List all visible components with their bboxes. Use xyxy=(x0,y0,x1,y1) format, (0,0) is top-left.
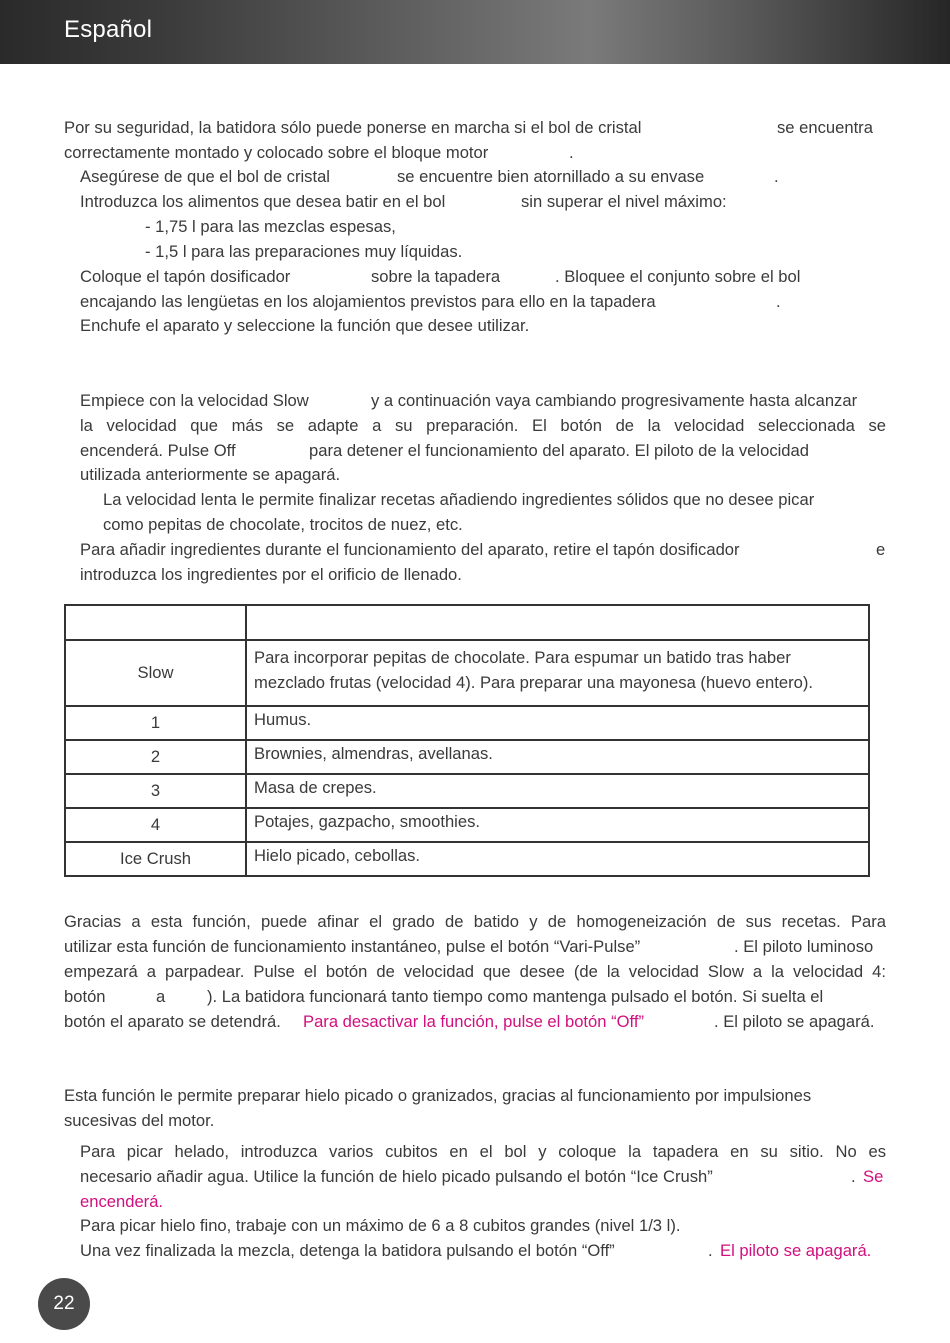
table-row xyxy=(65,774,869,808)
pulse-line-4c: ). La batidora funcionará tanto tiempo como mantenga pulsado el botón. Si suelta el xyxy=(207,987,824,1006)
speed-p1-line-1a: Empiece con la velocidad Slow xyxy=(80,391,309,410)
use-cell-line-1: Para incorporar pepitas de chocolate. Para espumar un batido tras haber xyxy=(254,648,791,667)
speed-p1-line-1b: y a continuación vaya cambiando progresivamente hasta alcanzar xyxy=(371,391,858,410)
header-band xyxy=(0,0,950,64)
step-2b: sin superar el nivel máximo: xyxy=(521,192,727,211)
step-3-line-2a: encajando las lengüetas en los alojamientos previstos para ello en la tapadera xyxy=(80,292,656,311)
intro-line-2b: . xyxy=(569,143,574,162)
speed-table xyxy=(64,604,870,877)
step-3-line-1b: sobre la tapadera xyxy=(371,267,501,286)
pulse-line-5-highlight: Para desactivar la función, pulse el botón “Off” xyxy=(303,1012,644,1031)
pulse-line-5a: botón el aparato se detendrá. xyxy=(64,1012,281,1031)
use-cell-line-2: mezclado frutas (velocidad 4). Para preparar una mayonesa (huevo entero). xyxy=(254,673,813,692)
speed-cell: 1 xyxy=(65,706,246,740)
table-header-use xyxy=(246,605,869,640)
ice-bullet-1-line-2a: necesario añadir agua. Utilice la función de hielo picado pulsando el botón “Ice Crush” xyxy=(80,1167,713,1186)
table-row xyxy=(65,740,869,774)
use-cell xyxy=(246,640,869,706)
use-cell: Humus. xyxy=(246,706,869,740)
ice-bullet-1-line-2b: . xyxy=(851,1167,856,1186)
language-title: Español xyxy=(64,16,153,43)
step-1b: se encuentre bien atornillado a su envase xyxy=(397,167,705,186)
table-row xyxy=(65,706,869,740)
step-3-line-1a: Coloque el tapón dosificador xyxy=(80,267,291,286)
ice-bullet-1-line-3-highlight: encenderá. xyxy=(80,1192,164,1211)
step-2a: Introduzca los alimentos que desea batir en el bol xyxy=(80,192,446,211)
speed-cell: Ice Crush xyxy=(65,842,246,876)
ice-bullet-3a: Una vez finalizada la mezcla, detenga la batidora pulsando el botón “Off” xyxy=(80,1241,615,1260)
ice-bullet-2: Para picar hielo fino, trabaje con un máximo de 6 a 8 cubitos grandes (nivel 1/3 l). xyxy=(80,1216,681,1235)
speed-cell: 4 xyxy=(65,808,246,842)
speed-cell: Slow xyxy=(65,640,246,706)
ice-bullet-1-line-1: Para picar helado, introduzca varios cubitos en el bol y coloque la tapadera en su sitio. No es xyxy=(80,1142,886,1161)
step-2-item-2: - 1,5 l para las preparaciones muy líquidas. xyxy=(145,242,463,261)
step-1a: Asegúrese de que el bol de cristal xyxy=(80,167,330,186)
speed-cell: 2 xyxy=(65,740,246,774)
intro-line-1b: se encuentra xyxy=(777,118,873,137)
step-4: Enchufe el aparato y seleccione la función que desee utilizar. xyxy=(80,316,530,335)
ice-bullet-3b: . xyxy=(708,1241,713,1260)
step-3-line-1c: . Bloquee el conjunto sobre el bol xyxy=(555,267,801,286)
use-cell: Brownies, almendras, avellanas. xyxy=(246,740,869,774)
step-3-line-2b: . xyxy=(776,292,781,311)
speed-cell: 3 xyxy=(65,774,246,808)
pulse-line-3: empezará a parpadear. Pulse el botón de velocidad que desee (de la velocidad Slow a la velocidad 4: xyxy=(64,962,886,981)
use-cell: Hielo picado, cebollas. xyxy=(246,842,869,876)
pulse-line-2b: . El piloto luminoso xyxy=(734,937,874,956)
intro-line-1a: Por su seguridad, la batidora sólo puede ponerse en marcha si el bol de cristal xyxy=(64,118,642,137)
table-header-row xyxy=(65,605,869,640)
speed-p2-line-1b: e xyxy=(876,540,886,559)
speed-p1-line-3b: para detener el funcionamiento del aparato. El piloto de la velocidad xyxy=(309,441,809,460)
page-number-badge: 22 xyxy=(38,1278,90,1330)
pulse-line-4b: a xyxy=(156,987,166,1006)
speed-note-line-2: como pepitas de chocolate, trocitos de nuez, etc. xyxy=(103,515,463,534)
step-2-item-1: - 1,75 l para las mezclas espesas, xyxy=(145,217,396,236)
table-row xyxy=(65,640,869,706)
ice-bullet-1-line-2-highlight: Se xyxy=(863,1167,884,1186)
pulse-line-1: Gracias a esta función, puede afinar el grado de batido y de homogeneización de sus recetas. Para xyxy=(64,912,886,931)
ice-line-1: Esta función le permite preparar hielo picado o granizados, gracias al funcionamiento por impulsiones xyxy=(64,1086,812,1105)
pulse-line-2a: utilizar esta función de funcionamiento instantáneo, pulse el botón “Vari-Pulse” xyxy=(64,937,641,956)
pulse-line-5b: . El piloto se apagará. xyxy=(714,1012,875,1031)
ice-bullet-3-highlight: El piloto se apagará. xyxy=(720,1241,872,1260)
use-cell: Masa de crepes. xyxy=(246,774,869,808)
use-cell: Potajes, gazpacho, smoothies. xyxy=(246,808,869,842)
speed-p2-line-2: introduzca los ingredientes por el orificio de llenado. xyxy=(80,565,462,584)
speed-note-line-1: La velocidad lenta le permite finalizar recetas añadiendo ingredientes sólidos que no desee picar xyxy=(103,490,815,509)
table-row xyxy=(65,808,869,842)
step-1c: . xyxy=(774,167,779,186)
table-header-speed xyxy=(65,605,246,640)
ice-line-2: sucesivas del motor. xyxy=(64,1111,215,1130)
intro-line-2a: correctamente montado y colocado sobre el bloque motor xyxy=(64,143,489,162)
speed-p1-line-4: utilizada anteriormente se apagará. xyxy=(80,465,341,484)
speed-p2-line-1a: Para añadir ingredientes durante el funcionamiento del aparato, retire el tapón dosificador xyxy=(80,540,740,559)
speed-p1-line-2: la velocidad que más se adapte a su preparación. El botón de la velocidad seleccionada se xyxy=(80,416,886,435)
pulse-line-4a: botón xyxy=(64,987,106,1006)
table-row xyxy=(65,842,869,876)
speed-p1-line-3a: encenderá. Pulse Off xyxy=(80,441,236,460)
